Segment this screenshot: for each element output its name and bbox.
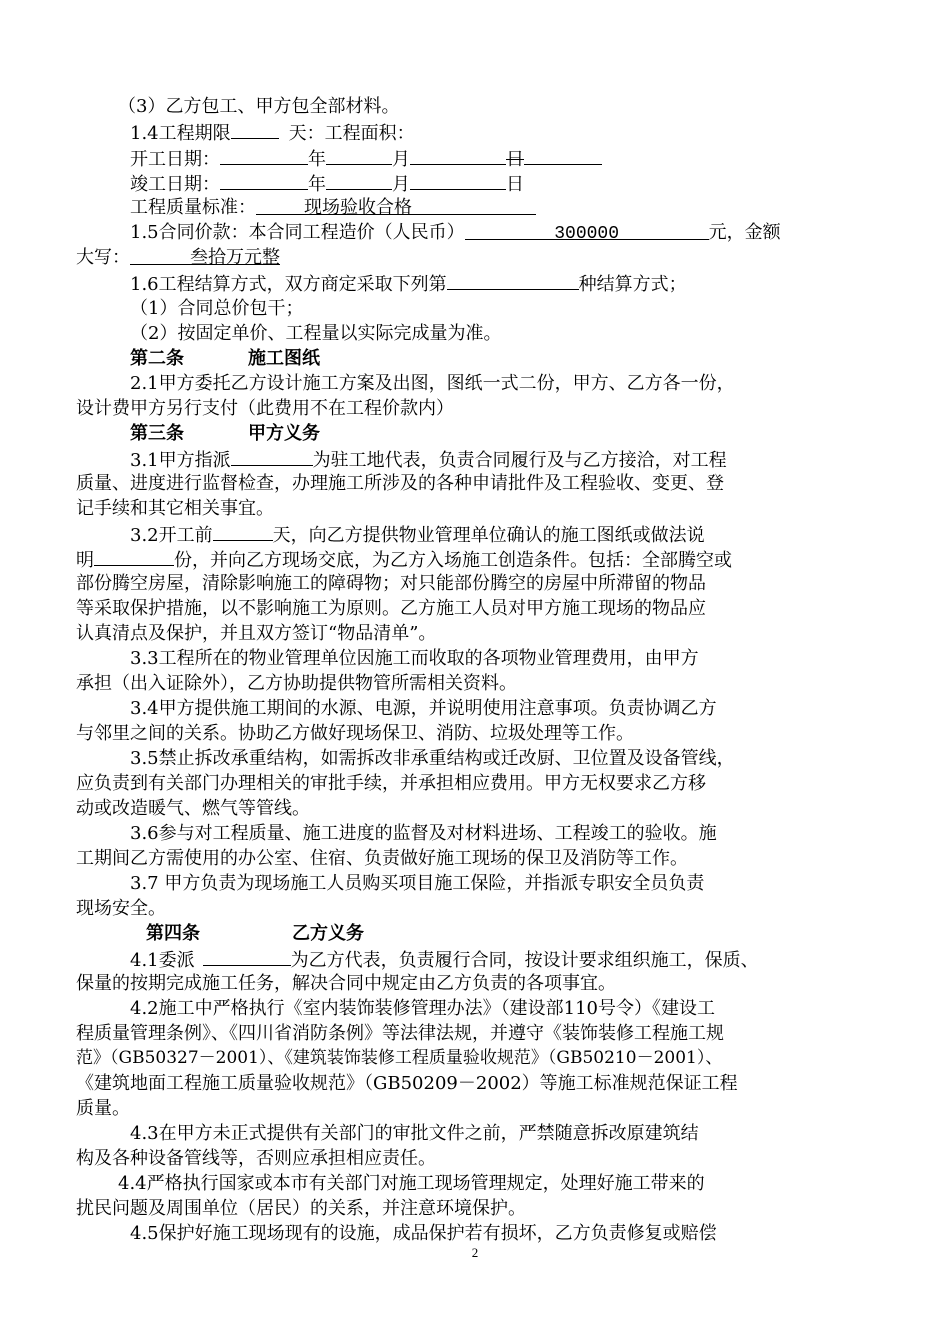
text-line: 明 份，并向乙方现场交底，为乙方入场施工创造条件。包括：全部腾空或 — [76, 546, 876, 571]
text-line: 3.4甲方提供施工期间的水源、电源，并说明使用注意事项。负责协调乙方 — [130, 698, 717, 719]
text-line: 承担（出入证除外），乙方协助提供物管所需相关资料。 — [76, 673, 517, 694]
text-line: 范》（GB50327－2001）、《建筑装饰装修工程质量验收规范》（GB50210－2001）、 — [76, 1048, 723, 1068]
text-line: 程质量管理条例》、《四川省消防条例》等法律法规，并遵守《装饰装修工程施工规 — [76, 1023, 724, 1044]
text-line: 《建筑地面工程施工质量验收规范》（GB50209－2002）等施工标准规范保证工程 — [76, 1073, 738, 1094]
text-line: 等采取保护措施，以不影响施工为原则。乙方施工人员对甲方施工现场的物品应 — [76, 598, 706, 619]
text-line: 与邻里之间的关系。协助乙方做好现场保卫、消防、垃圾处理等工作。 — [76, 723, 634, 744]
page-number: 2 — [471, 1245, 479, 1260]
text-line: 2.1甲方委托乙方设计施工方案及出图，图纸一式二份，甲方、乙方各一份， — [130, 373, 735, 394]
text-line: 部份腾空房屋，清除影响施工的障碍物；对只能部份腾空的房屋中所滞留的物品 — [76, 573, 706, 594]
text-line: 3.6参与对工程质量、施工进度的监督及对材料进场、工程竣工的验收。施 — [130, 823, 717, 844]
text-line: 扰民问题及周围单位（居民）的关系，并注意环境保护。 — [76, 1198, 526, 1219]
text-line: 3.2开工前 天，向乙方提供物业管理单位确认的施工图纸或做法说 — [130, 521, 930, 546]
text-line: 保量的按期完成施工任务，解决合同中规定由乙方负责的各项事宜。 — [76, 973, 616, 994]
text-line: 1.6工程结算方式，双方商定采取下列第 种结算方式； — [130, 270, 930, 295]
text-line: 工程质量标准： 现场验收合格 — [130, 195, 930, 220]
text-line: 记手续和其它相关事宜。 — [76, 498, 274, 519]
section-heading: 第四条 乙方义务 — [146, 923, 364, 944]
text-line: 4.1委派 为乙方代表，负责履行合同，按设计要求组织施工，保质、 — [130, 946, 930, 971]
section-heading: 第二条 施工图纸 — [130, 348, 320, 369]
text-line: 1.4工程期限 天：工程面积： — [130, 119, 930, 144]
section-heading: 第三条 甲方义务 — [130, 423, 320, 444]
text-line: 4.2施工中严格执行《室内装饰装修管理办法》（建设部110号令）《建设工 — [130, 998, 715, 1019]
text-line: 动或改造暖气、燃气等管线。 — [76, 798, 310, 819]
text-line: （2）按固定单价、工程量以实际完成量为准。 — [130, 323, 502, 344]
text-line: （3）乙方包工、甲方包全部材料。 — [118, 96, 400, 117]
text-line: 构及各种设备管线等，否则应承担相应责任。 — [76, 1148, 436, 1169]
text-line: 质量。 — [76, 1098, 130, 1119]
text-line: 设计费甲方另行支付（此费用不在工程价款内） — [76, 398, 454, 419]
text-line: 3.7 甲方负责为现场施工人员购买项目施工保险，并指派专职安全员负责 — [130, 873, 705, 894]
text-line: 4.4严格执行国家或本市有关部门对施工现场管理规定，处理好施工带来的 — [118, 1173, 705, 1194]
text-line: 竣工日期： 年 月 日 — [130, 170, 930, 195]
text-line: 应负责到有关部门办理相关的审批手续，并承担相应费用。甲方无权要求乙方移 — [76, 773, 706, 794]
text-line: 3.1甲方指派 为驻工地代表，负责合同履行及与乙方接洽，对工程 — [130, 446, 930, 471]
text-line: 认真清点及保护，并且双方签订“物品清单”。 — [76, 623, 437, 644]
text-line: 质量、进度进行监督检查，办理施工所涉及的各种申请批件及工程验收、变更、登 — [76, 473, 724, 494]
text-line: 3.5禁止拆改承重结构，如需拆改非承重结构或迁改厨、卫位置及设备管线， — [130, 748, 735, 769]
text-line: 工期间乙方需使用的办公室、住宿、负责做好施工现场的保卫及消防等工作。 — [76, 848, 688, 869]
text-line: 4.5保护好施工现场现有的设施，成品保护若有损坏，乙方负责修复或赔偿 — [130, 1223, 717, 1244]
text-line: 1.5合同价款：本合同工程造价（人民币） 300000 元，金额 — [130, 222, 781, 244]
text-line: 3.3工程所在的物业管理单位因施工而收取的各项物业管理费用，由甲方 — [130, 648, 699, 669]
text-line: （1）合同总价包干； — [130, 298, 304, 319]
text-line: 大写： 叁拾万元整 — [76, 247, 280, 268]
text-line: 4.3在甲方未正式提供有关部门的审批文件之前，严禁随意拆改原建筑结 — [130, 1123, 699, 1144]
text-line: 现场安全。 — [76, 898, 166, 919]
text-line: 开工日期： 年 月 日 — [130, 145, 930, 170]
